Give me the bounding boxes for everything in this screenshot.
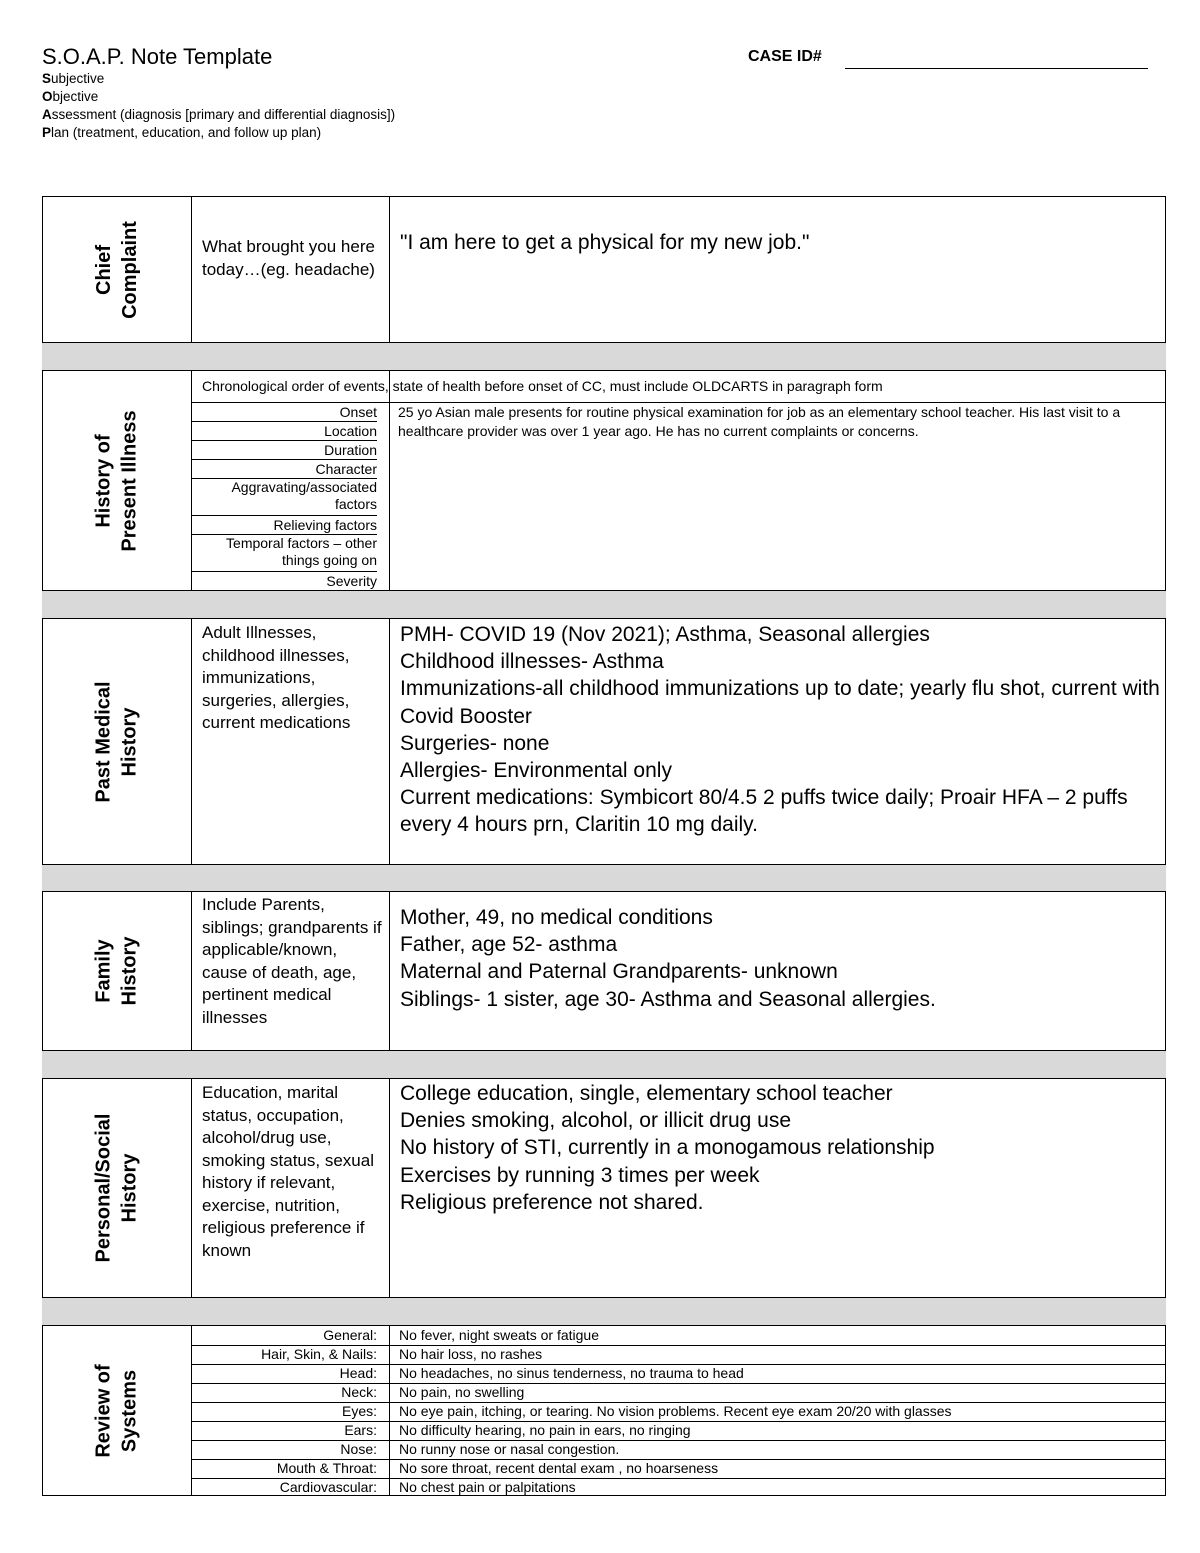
ros-value[interactable]: No hair loss, no rashes [399, 1346, 543, 1362]
social-answer[interactable]: College education, single, elementary school teacher Denies smoking, alcohol, or illicit drug use No history of STI, currently in a monogamous relationship Exercises by running 3 times per week Religious preference not shared. [400, 1082, 935, 1214]
ros-row-cardiovascular: Cardiovascular: No chest pain or palpitations [279, 1479, 576, 1495]
ros-row-nose: Nose: No runny nose or nasal congestion. [192, 1440, 1166, 1460]
pmh-prompt: Adult Illnesses, childhood illnesses, immunizations, surgeries, allergies, current medications [202, 623, 351, 732]
ros-row-head: Head: No headaches, no sinus tenderness, no trauma to head [192, 1364, 1166, 1384]
case-id-label: CASE ID# [748, 48, 822, 65]
pmh-heading: Past Medical History [92, 680, 141, 803]
ros-heading: Review of Systems [92, 1364, 141, 1458]
ros-value[interactable]: No sore throat, recent dental exam , no hoarseness [399, 1460, 719, 1476]
separator-row [42, 1298, 1166, 1326]
legend-assessment: Assessment (diagnosis [primary and differential diagnosis]) [42, 107, 396, 122]
ros-value[interactable]: No fever, night sweats or fatigue [399, 1327, 599, 1343]
pmh-answer[interactable]: PMH- COVID 19 (Nov 2021); Asthma, Seasonal allergies Childhood illnesses- Asthma Immunizations-all childhood immunizations up to date; yearly flu shot, current with Covid Booster Surgeries- none Allergies- Environmental only Current medications: Symbicort 80/4.5 2 puffs twice daily; Proair HFA – 2 puffs every 4 hours prn, Claritin 10 mg daily. [400, 623, 1160, 837]
separator-row [42, 591, 1166, 619]
ros-value[interactable]: No chest pain or palpitations [399, 1479, 576, 1495]
ros-value[interactable]: No eye pain, itching, or tearing. No vision problems. Recent eye exam 20/20 with glasses [399, 1403, 952, 1419]
ros-value[interactable]: No pain, no swelling [399, 1384, 525, 1400]
social-prompt: Education, marital status, occupation, alcohol/drug use, smoking status, sexual history if relevant, exercise, nutrition, religious preference if known [202, 1083, 374, 1260]
ros-row-general: General: No fever, night sweats or fatigue [192, 1326, 1166, 1346]
ros-row-eyes: Eyes: No eye pain, itching, or tearing. No vision problems. Recent eye exam 20/20 with glasses [192, 1402, 1166, 1422]
hpi-label-location: Location [192, 422, 377, 441]
family-prompt: Include Parents, siblings; grandparents if applicable/known, cause of death, age, pertinent medical illnesses [202, 895, 382, 1027]
hpi-answer[interactable]: 25 yo Asian male presents for routine physical examination for job as an elementary school teacher. His last visit to a healthcare provider was over 1 year ago. He has no current complaints or concerns. [398, 404, 1121, 439]
ros-row-neck: Neck: No pain, no swelling [192, 1383, 1166, 1403]
separator-row [42, 343, 1166, 371]
ros-row-ears: Ears: No difficulty hearing, no pain in ears, no ringing [192, 1421, 1166, 1441]
legend-objective: Objective [42, 89, 99, 104]
separator-row [42, 1051, 1166, 1079]
ros-value[interactable]: No difficulty hearing, no pain in ears, no ringing [399, 1422, 691, 1438]
family-heading: Family History [92, 936, 141, 1006]
hpi-label-aggravating: Aggravating/associated factors [192, 479, 377, 516]
hpi-label-character: Character [192, 460, 377, 479]
chief-complaint-prompt: What brought you here today…(eg. headache) [202, 237, 375, 279]
case-id-field[interactable] [845, 68, 1148, 69]
family-answer[interactable]: Mother, 49, no medical conditions Father, age 52- asthma Maternal and Paternal Grandparents- unknown Siblings- 1 sister, age 30- Asthma and Seasonal allergies. [400, 906, 936, 1011]
ros-value[interactable]: No headaches, no sinus tenderness, no trauma to head [399, 1365, 744, 1381]
soap-table [42, 196, 1166, 197]
ros-row-hair-skin-nails: Hair, Skin, & Nails: No hair loss, no rashes [192, 1345, 1166, 1365]
hpi-instruction: Chronological order of events, state of health before onset of CC, must include OLDCARTS in paragraph form [202, 378, 883, 394]
hpi-label-onset: Onset [192, 403, 377, 422]
page-title: S.O.A.P. Note Template [42, 44, 273, 69]
hpi-label-relieving: Relieving factors [192, 516, 377, 535]
hpi-label-temporal: Temporal factors – other things going on [192, 535, 377, 572]
social-heading: Personal/Social History [92, 1113, 141, 1263]
hpi-label-duration: Duration [192, 441, 377, 460]
chief-complaint-answer[interactable]: "I am here to get a physical for my new job." [400, 231, 810, 254]
chief-complaint-heading: Chief Complaint [92, 220, 141, 319]
ros-value[interactable]: No runny nose or nasal congestion. [399, 1441, 620, 1457]
hpi-heading: History of Present Illness [92, 410, 141, 552]
hpi-label-severity: Severity [326, 573, 377, 589]
legend-plan: Plan (treatment, education, and follow up plan) [42, 125, 322, 140]
legend-subjective: Subjective [42, 71, 105, 86]
separator-row [42, 865, 1166, 892]
ros-row-mouth-throat: Mouth & Throat: No sore throat, recent dental exam , no hoarseness [192, 1459, 1166, 1479]
